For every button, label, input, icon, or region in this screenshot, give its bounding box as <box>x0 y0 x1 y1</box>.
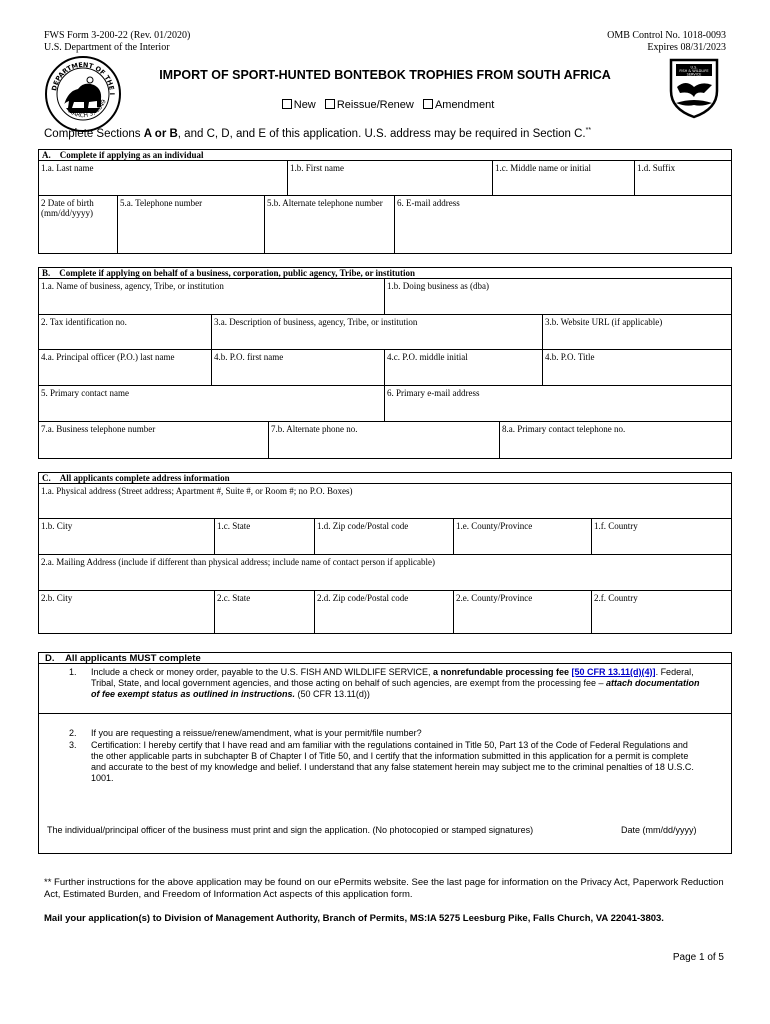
mailing-state-field[interactable] <box>215 591 315 633</box>
middle-name-field[interactable] <box>493 161 635 196</box>
item-3-number: 3. <box>69 740 77 750</box>
section-b <box>38 267 732 459</box>
fee-text-e: (50 CFR 13.11(d)) <box>295 689 370 699</box>
telephone-field[interactable] <box>118 196 265 253</box>
form-number: FWS Form 3-200-22 (Rev. 01/2020) <box>44 30 191 41</box>
po-middle-initial-field[interactable] <box>385 350 543 386</box>
telephone-label: 5.a. Telephone number <box>120 198 203 208</box>
instruction-sections-ab: A or B <box>143 127 178 140</box>
svg-text:U.S.: U.S. <box>690 65 698 70</box>
po-title-field[interactable] <box>543 350 731 386</box>
footnote-mark: ** <box>585 127 592 134</box>
po-last-name-label: 4.a. Principal officer (P.O.) last name <box>41 352 175 362</box>
mailing-country-label: 2.f. Country <box>594 593 638 603</box>
permit-number-question: If you are requesting a reissue/renew/amendment, what is your permit/file number? <box>91 728 422 738</box>
footnote: ** Further instructions for the above application may be found on our ePermits website. See the last page for information on the Privacy Act, Paperwork Reduction Act, Estimated Burden, and Freedom of Information Act aspects of this application form. <box>44 877 724 900</box>
po-first-name-label: 4.b. P.O. first name <box>214 352 284 362</box>
mailing-city-field[interactable] <box>39 591 215 633</box>
amendment-label: Amendment <box>434 99 495 111</box>
primary-email-field[interactable] <box>385 386 731 422</box>
section-c-header <box>39 473 731 484</box>
last-name-label: 1.a. Last name <box>41 163 94 173</box>
date-signed-field[interactable] <box>614 803 724 823</box>
doi-seal-icon <box>44 55 122 133</box>
fee-text-a: Include a check or money order, payable to the U.S. FISH AND WILDLIFE SERVICE, <box>91 667 433 677</box>
business-name-label: 1.a. Name of business, agency, Tribe, or institution <box>41 281 224 291</box>
primary-contact-name-label: 5. Primary contact name <box>41 388 129 398</box>
sections-instruction <box>44 127 591 140</box>
zip-field[interactable] <box>315 519 454 555</box>
county-label: 1.e. County/Province <box>456 521 533 531</box>
section-d-header <box>39 653 731 664</box>
section-a <box>38 149 732 254</box>
zip-label: 1.d. Zip code/Postal code <box>317 521 409 531</box>
county-field[interactable] <box>454 519 592 555</box>
date-of-birth-field[interactable] <box>39 196 118 253</box>
suffix-field[interactable] <box>635 161 731 196</box>
primary-contact-name-field[interactable] <box>39 386 385 422</box>
mailing-zip-label: 2.d. Zip code/Postal code <box>317 593 409 603</box>
section-c-heading: All applicants complete address information <box>59 473 230 483</box>
expiration-date: Expires 08/31/2023 <box>647 42 726 53</box>
po-middle-initial-label: 4.c. P.O. middle initial <box>387 352 468 362</box>
certification-text: Certification: I hereby certify that I have read and am familiar with the regulations contained in Title 50, Part 13 of the Code of Federal Regulations and the other applicable parts in subchapter B of Chapter I of Title 50, and I certify that the information submitted in this application for a permit is complete and accurate to the best of my knowledge and belief. I understand that any false statement herein may subject me to the criminal penalties of 18 U.S.C. 1001. <box>91 740 694 783</box>
business-description-field[interactable] <box>212 315 543 350</box>
state-label: 1.c. State <box>217 521 251 531</box>
item-2-number: 2. <box>69 728 77 738</box>
city-label: 1.b. City <box>41 521 73 531</box>
form-header-right <box>607 30 726 54</box>
country-field[interactable] <box>592 519 731 555</box>
contact-phone-label: 8.a. Primary contact telephone no. <box>502 424 626 434</box>
alt-phone-label: 7.b. Alternate phone no. <box>271 424 358 434</box>
svg-text:SERVICE: SERVICE <box>686 72 702 77</box>
date-signed-label: Date (mm/dd/yyyy) <box>621 825 697 835</box>
section-d <box>38 652 732 854</box>
cfr-link[interactable]: [50 CFR 13.11(d)(4)] <box>571 667 656 677</box>
department-name: U.S. Department of the Interior <box>44 42 170 53</box>
website-label: 3.b. Website URL (if applicable) <box>545 317 663 327</box>
mailing-state-label: 2.c. State <box>217 593 251 603</box>
business-name-field[interactable] <box>39 279 385 315</box>
instruction-text-2: , and C, D, and E of this application. U.S. address may be required in Section C. <box>177 127 586 140</box>
state-field[interactable] <box>215 519 315 555</box>
physical-address-label: 1.a. Physical address (Street address; Apartment #, Suite #, or Room #; no P.O. Boxes) <box>41 486 353 496</box>
dba-label: 1.b. Doing business as (dba) <box>387 281 489 291</box>
mailing-county-label: 2.e. County/Province <box>456 593 533 603</box>
omb-control-number: OMB Control No. 1018-0093 <box>607 30 726 41</box>
svg-text:FISH & WILDLIFE: FISH & WILDLIFE <box>679 69 709 73</box>
business-phone-field[interactable] <box>39 422 269 458</box>
city-field[interactable] <box>39 519 215 555</box>
section-d-letter: D. <box>45 653 55 664</box>
new-checkbox[interactable] <box>282 99 292 109</box>
first-name-label: 1.b. First name <box>290 163 344 173</box>
new-label: New <box>293 99 316 111</box>
po-first-name-field[interactable] <box>212 350 385 386</box>
section-b-letter: B. <box>42 268 51 278</box>
mailing-instructions: Mail your application(s) to Division of Management Authority, Branch of Permits, MS:IA 5275 Leesburg Pike, Falls Church, VA 22041-3803. <box>44 913 664 924</box>
business-phone-label: 7.a. Business telephone number <box>41 424 156 434</box>
last-name-field[interactable] <box>39 161 288 196</box>
reissue-label: Reissue/Renew <box>336 99 414 111</box>
mailing-country-field[interactable] <box>592 591 731 633</box>
business-description-label: 3.a. Description of business, agency, Tribe, or institution <box>214 317 418 327</box>
section-b-heading: Complete if applying on behalf of a business, corporation, public agency, Tribe, or institution <box>59 268 416 278</box>
alt-telephone-field[interactable] <box>265 196 395 253</box>
section-c <box>38 472 732 634</box>
form-header-left <box>44 30 190 54</box>
section-c-letter: C. <box>42 473 51 483</box>
mailing-zip-field[interactable] <box>315 591 454 633</box>
email-label: 6. E-mail address <box>397 198 460 208</box>
reissue-checkbox[interactable] <box>325 99 335 109</box>
physical-address-field[interactable] <box>39 484 731 519</box>
fee-text-d: attach documentation of fee exempt status as outlined in instructions. <box>91 678 700 699</box>
section-a-header <box>39 150 731 161</box>
mailing-county-field[interactable] <box>454 591 592 633</box>
section-a-letter: A. <box>42 150 51 160</box>
svg-text:MARCH 3, 1849: MARCH 3, 1849 <box>66 98 108 120</box>
section-a-heading: Complete if applying as an individual <box>59 150 204 160</box>
fee-text-c: . Federal, Tribal, State, and local government agencies, and those acting on behalf of such agencies, are exempt from the processing fee – <box>91 667 694 688</box>
instruction-text-1: Complete Sections <box>44 127 144 140</box>
fee-row <box>39 664 731 714</box>
mailing-address-field[interactable] <box>39 555 731 591</box>
mailing-city-label: 2.b. City <box>41 593 73 603</box>
application-type-options <box>0 99 770 111</box>
tax-id-field[interactable] <box>39 315 212 350</box>
tax-id-label: 2. Tax identification no. <box>41 317 127 327</box>
svg-text:DEPARTMENT OF THE INTERIOR: DEPARTMENT OF THE I <box>50 60 117 96</box>
contact-phone-field[interactable] <box>500 422 731 458</box>
form-title: IMPORT OF SPORT-HUNTED BONTEBOK TROPHIES FROM SOUTH AFRICA <box>159 68 611 82</box>
po-title-label: 4.b. P.O. Title <box>545 352 595 362</box>
fee-text-b: a nonrefundable processing fee <box>432 667 570 677</box>
signature-field[interactable] <box>39 803 599 823</box>
item-1-number: 1. <box>69 667 77 677</box>
primary-email-label: 6. Primary e-mail address <box>387 388 480 398</box>
first-name-field[interactable] <box>288 161 493 196</box>
amendment-checkbox[interactable] <box>423 99 433 109</box>
website-field[interactable] <box>543 315 731 350</box>
signature-line-label: The individual/principal officer of the business must print and sign the application. (No photocopied or stamped signatures) <box>47 825 534 835</box>
middle-name-label: 1.c. Middle name or initial <box>495 163 591 173</box>
mailing-address-label: 2.a. Mailing Address (include if different than physical address; include name of contact person if applicable) <box>41 557 435 567</box>
country-label: 1.f. Country <box>594 521 638 531</box>
alt-phone-field[interactable] <box>269 422 500 458</box>
po-last-name-field[interactable] <box>39 350 212 386</box>
date-of-birth-label: 2 Date of birth (mm/dd/yyyy) <box>41 198 94 218</box>
email-field[interactable] <box>395 196 731 253</box>
section-d-heading: All applicants MUST complete <box>65 653 201 664</box>
suffix-label: 1.d. Suffix <box>637 163 676 173</box>
fee-instruction <box>91 667 701 700</box>
alt-telephone-label: 5.b. Alternate telephone number <box>267 198 383 208</box>
section-b-header <box>39 268 731 279</box>
page-number: Page 1 of 5 <box>672 952 724 963</box>
dba-field[interactable] <box>385 279 731 315</box>
